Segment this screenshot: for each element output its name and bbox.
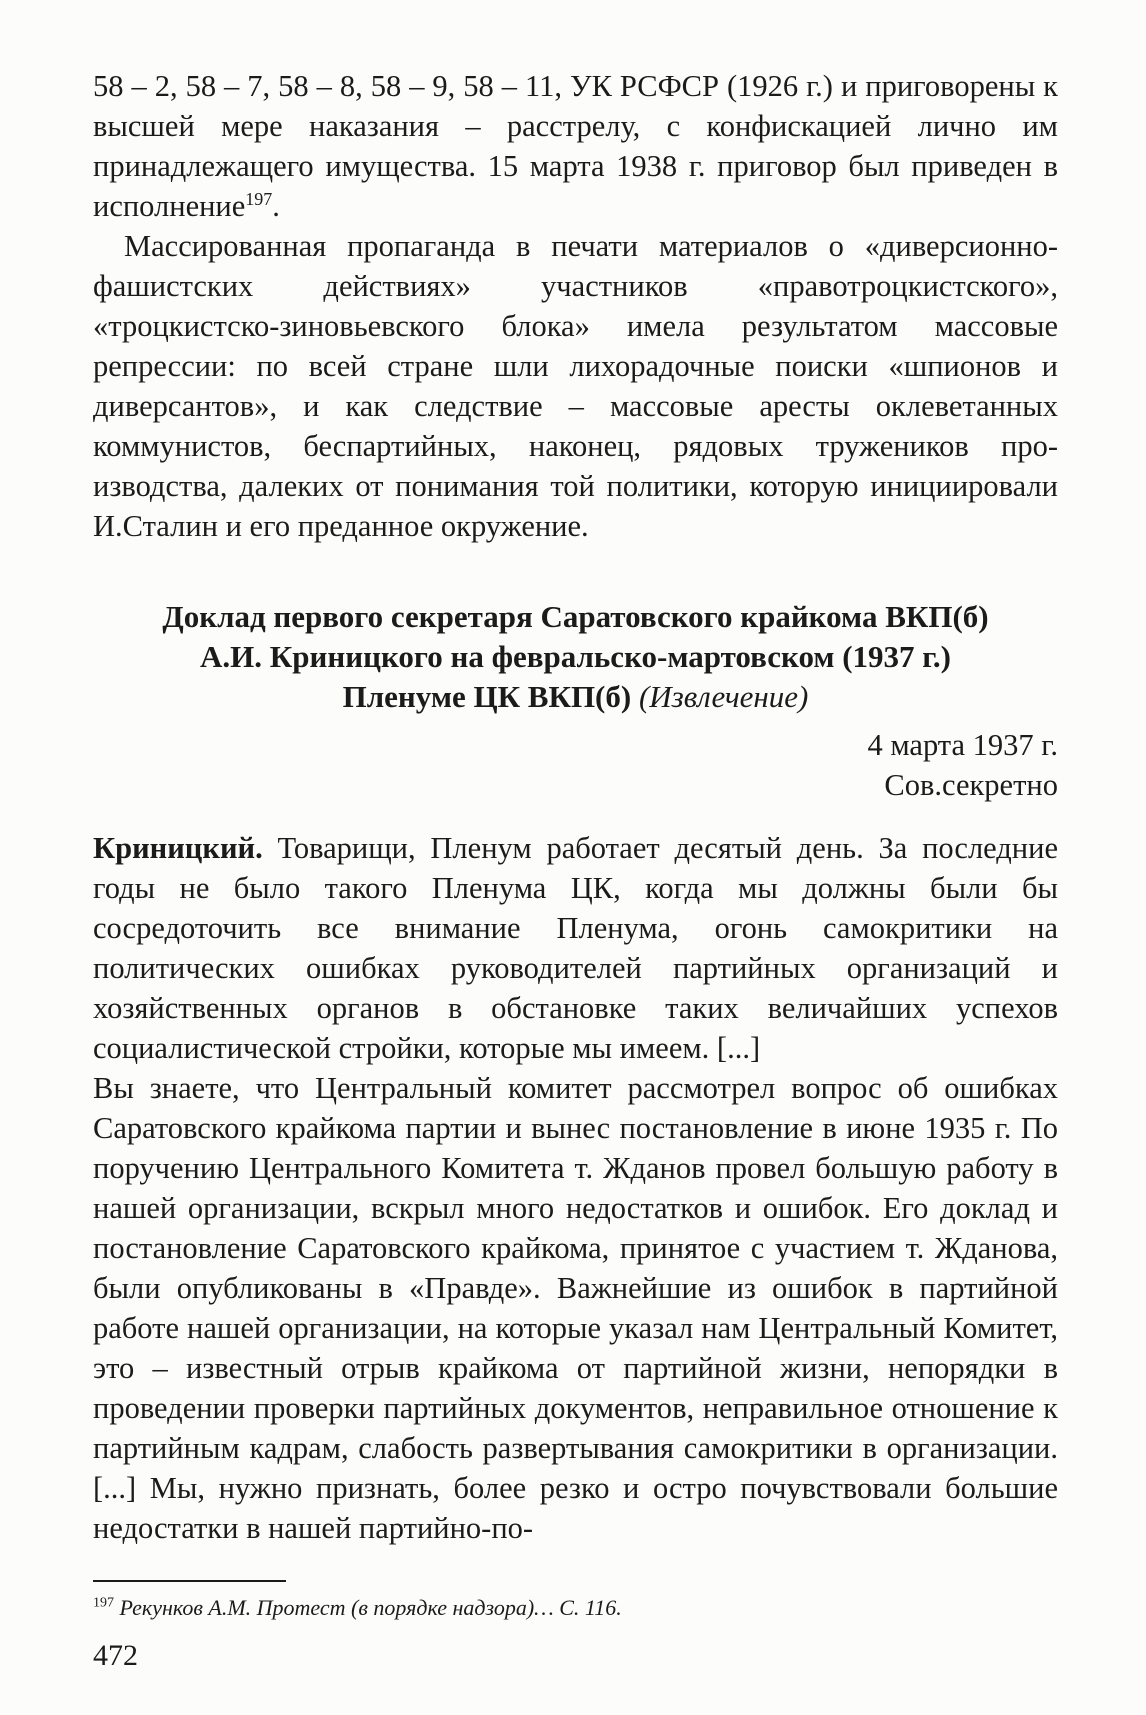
heading-line-3: Пленуме ЦК ВКП(б) bbox=[342, 679, 632, 714]
footnote-reference[interactable]: 197 bbox=[245, 188, 273, 209]
page-number: 472 bbox=[93, 1639, 138, 1672]
footnote bbox=[93, 1594, 1058, 1622]
paragraph-sentence-execution: 58 – 2, 58 – 7, 58 – 8, 58 – 9, 58 – 11, УК РСФСР (1926 г.) и приговорены к высшей мере наказания – расстрелу, с конфискацией лично им принадлежащего имущества. 15 марта 1938 г. приговор был приведен в исполнение$^{197}$. bbox=[93, 69, 1058, 223]
footnote-divider bbox=[93, 1580, 286, 1582]
document-heading bbox=[93, 597, 1058, 717]
speech-paragraph-1: Криницкий. Товарищи, Пленум работает десятый день. За последние годы не было такого Пленума ЦК, когда мы должны были бы сосредоточить все внимание Пленума, огонь самокритики на политических ошибках руководителей партийных организаций и хозяйственных органов в обстановке таких величайших успехов социалистической стройки, которые мы имеем. [...] bbox=[93, 831, 1058, 1065]
speaker-name: Криницкий. bbox=[93, 831, 263, 865]
footnote-text: Рекунков А.М. Протест (в порядке надзора)… С. 116. bbox=[114, 1595, 622, 1620]
speech-section bbox=[93, 828, 1058, 1548]
paragraph-mass-repressions: Массированная пропаганда в печати материалов о «диверсионно-фашистских действиях» участников «правотроцкистского», «троцкистско-зиновьевского блока» имела результатом массовые репрессии: по всей стране шли лихорадочные поиски «шпионов и диверсантов», и как следствие – массовые аресты оклеветанных коммунистов, беспартийных, наконец, рядовых тружеников производства, далеких от понимания той политики, которую инициировали И.Сталин и его преданное окружение. bbox=[93, 229, 1058, 543]
heading-line-2: А.И. Криницкого на февральско-мартовском (1937 г.) bbox=[200, 639, 951, 674]
document-classification: Сов.секретно bbox=[884, 768, 1058, 802]
heading-line-1: Доклад первого секретаря Саратовского крайкома ВКП(б) bbox=[162, 599, 989, 634]
footnote-number: 197 bbox=[93, 1595, 114, 1611]
document-date: 4 марта 1937 г. bbox=[867, 728, 1058, 762]
speech-paragraph-2: Вы знаете, что Центральный комитет рассмотрел вопрос об ошибках Саратовского крайкома партии и вынес постановление в июне 1935 г. По поручению Центрального Комитета т. Жданов провел большую работу в нашей организации, вскрыл много недостатков и ошибок. Его доклад и постановление Саратовского крайкома, принятое с участием т. Жданова, были опубликованы в «Правде». Важнейшие из ошибок в партийной работе нашей организации, на которые указал нам Центральный Комитет, это – известный отрыв крайкома от партийной жизни, непорядки в проведении проверки партийных документов, неправильное отношение к партийным кадрам, слабость развертывания самокритики в организации. [...] Мы, нужно признать, более резко и остро почувствовали большие недостатки в нашей партийно-по- bbox=[93, 1071, 1058, 1545]
previous-section bbox=[93, 66, 1058, 546]
heading-extract-note: (Извлечение) bbox=[638, 679, 809, 714]
